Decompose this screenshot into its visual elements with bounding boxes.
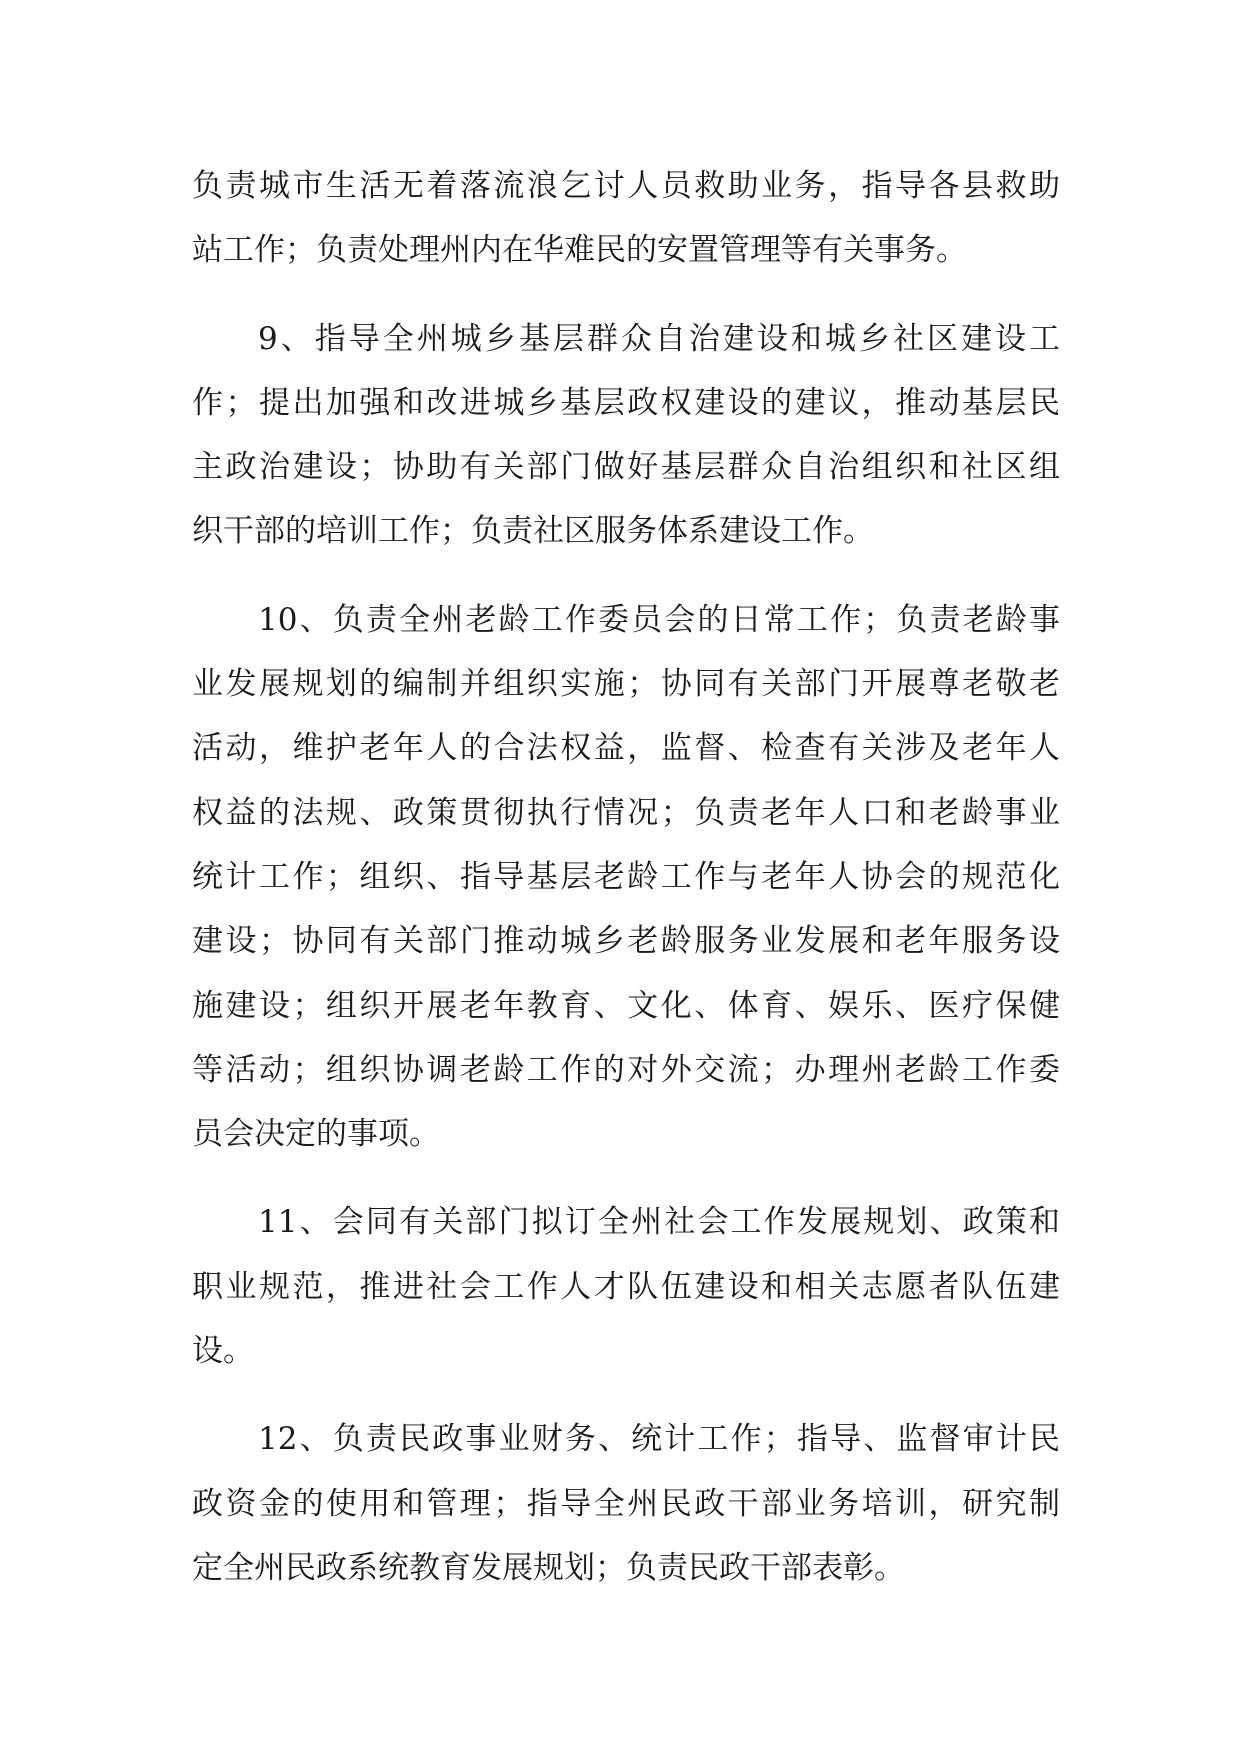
- text-line: 建设；协同有关部门推动城乡老龄服务业发展和老年服务设: [192, 923, 1060, 960]
- text-line: 等活动；组织协调老龄工作的对外交流；办理州老龄工作委: [192, 1051, 1060, 1088]
- paragraph-continued-8: [192, 154, 1060, 283]
- text-line: 定全州民政系统教育发展规划；负责民政干部表彰。: [192, 1549, 905, 1586]
- text-line: 主政治建设；协助有关部门做好基层群众自治组织和社区组: [192, 449, 1060, 486]
- text-line: 施建设；组织开展老年教育、文化、体育、娱乐、医疗保健: [192, 987, 1060, 1024]
- paragraph-item-12: [192, 1407, 1060, 1600]
- text-line: 作；提出加强和改进城乡基层政权建设的建议，推动基层民: [192, 384, 1060, 421]
- text-line: 11、会同有关部门拟订全州社会工作发展规划、政策和: [258, 1204, 1060, 1241]
- text-line: 政资金的使用和管理；指导全州民政干部业务培训，研究制: [192, 1485, 1060, 1522]
- document-page: [192, 154, 1060, 1624]
- text-line: 站工作；负责处理州内在华难民的安置管理等有关事务。: [192, 232, 967, 269]
- text-line: 10、负责全州老龄工作委员会的日常工作；负责老龄事: [258, 601, 1060, 638]
- text-line: 设。: [192, 1333, 254, 1370]
- text-line: 权益的法规、政策贯彻执行情况；负责老年人口和老龄事业: [192, 794, 1060, 831]
- paragraph-item-10: [192, 588, 1060, 1167]
- paragraph-item-9: [192, 307, 1060, 564]
- text-line: 9、指导全州城乡基层群众自治建设和城乡社区建设工: [258, 320, 1060, 357]
- text-line: 负责城市生活无着落流浪乞讨人员救助业务，指导各县救助: [192, 168, 1060, 204]
- text-line: 职业规范，推进社会工作人才队伍建设和相关志愿者队伍建: [192, 1268, 1060, 1305]
- text-line: 织干部的培训工作；负责社区服务体系建设工作。: [192, 513, 874, 550]
- text-line: 活动，维护老年人的合法权益，监督、检查有关涉及老年人: [192, 730, 1060, 767]
- paragraph-item-11: [192, 1190, 1060, 1383]
- text-line: 业发展规划的编制并组织实施；协同有关部门开展尊老敬老: [192, 666, 1060, 703]
- text-line: 统计工作；组织、指导基层老龄工作与老年人协会的规范化: [192, 858, 1060, 895]
- text-line: 12、负责民政事业财务、统计工作；指导、监督审计民: [258, 1421, 1060, 1458]
- text-line: 员会决定的事项。: [192, 1116, 440, 1153]
